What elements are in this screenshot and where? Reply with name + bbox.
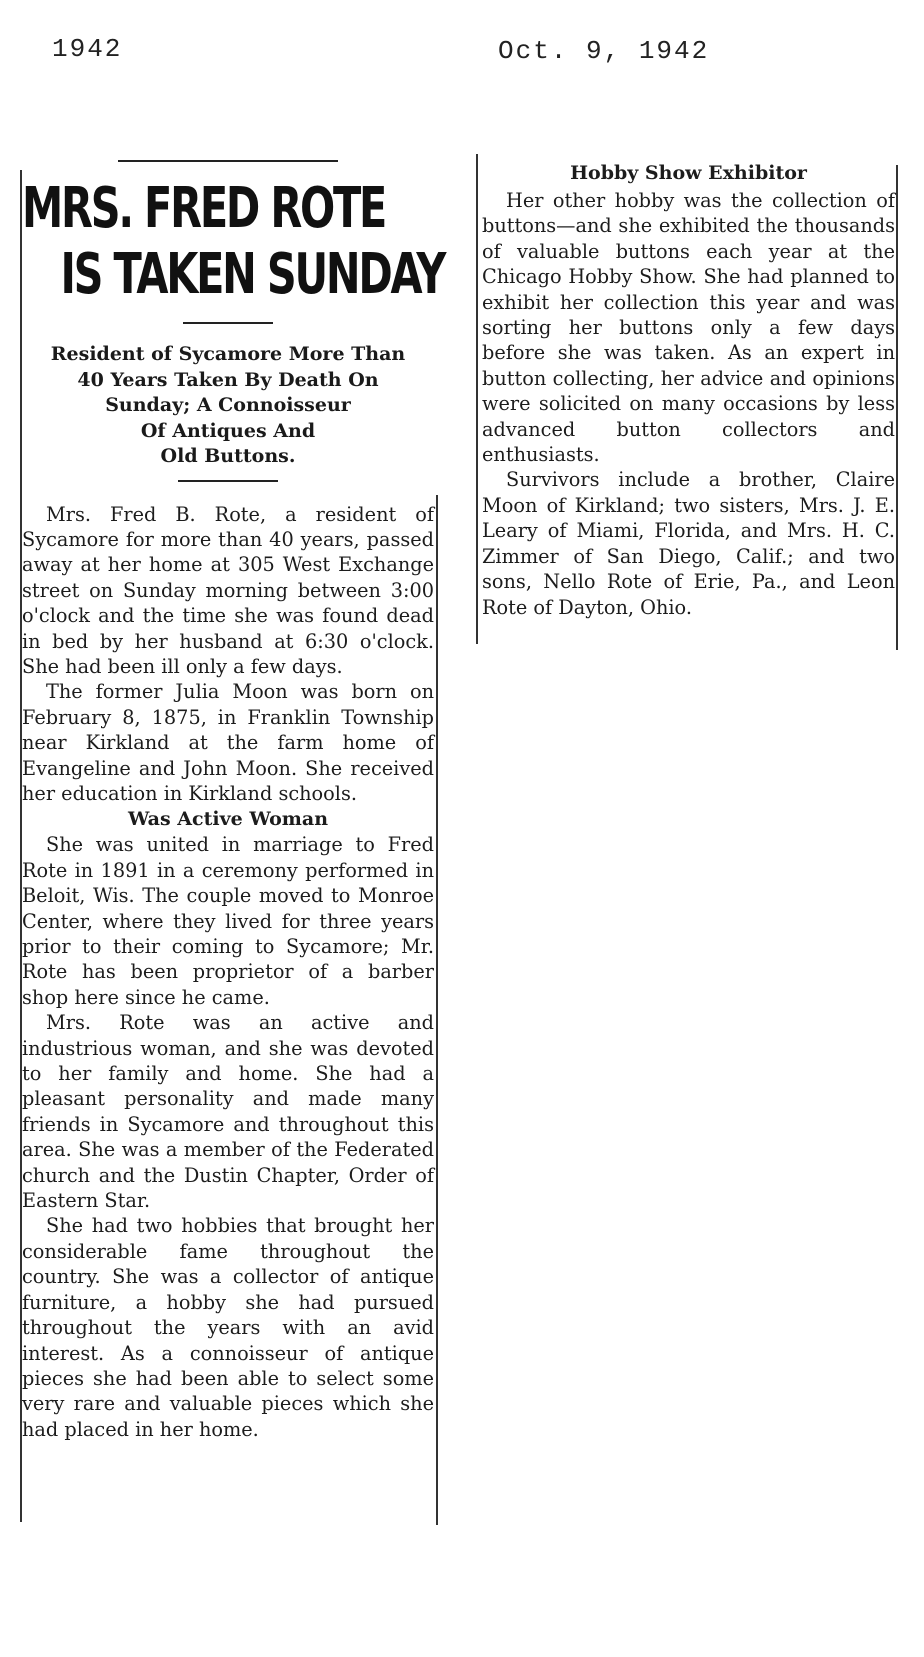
left-column <box>22 160 445 1442</box>
headline-line-1: MRS. FRED ROTE <box>22 176 386 241</box>
paragraph: She was united in marriage to Fred Rote in 1891 in a ceremony performed in Beloit, Wis. The couple moved to Monroe Center, where they lived for three years prior to their coming to Sycamore; Mr. Rote has been proprietor of a barber shop here since he came. <box>22 833 434 1009</box>
deck-line: Old Buttons. <box>160 445 296 467</box>
subhead-hobby-show-exhibitor: Hobby Show Exhibitor <box>570 162 807 184</box>
deck <box>22 342 434 470</box>
date-label: Oct. 9, 1942 <box>498 36 710 66</box>
middle-column-rule <box>476 154 478 644</box>
right-column <box>482 160 895 620</box>
deck-line: Resident of Sycamore More Than <box>50 343 406 365</box>
deck-line: Of Antiques And <box>140 419 316 442</box>
paragraph: Mrs. Rote was an active and industrious woman, and she was devoted to her family and home. She had a pleasant personality and made many friends in Sycamore and throughout this area. She was a member of the Federated church and the Dustin Chapter, Order of Eastern Star. <box>22 1011 434 1213</box>
left-body <box>22 502 434 1443</box>
right-column-rule <box>896 165 898 650</box>
right-body <box>482 160 895 620</box>
year-label: 1942 <box>52 34 123 64</box>
headline-rule <box>183 322 273 324</box>
deck-line: 40 Years Taken By Death On <box>77 368 379 391</box>
top-rule <box>118 160 338 162</box>
paragraph: The former Julia Moon was born on February 8, 1875, in Franklin Township near Kirkland at the farm home of Evangeline and John Moon. She received her education in Kirkland schools. <box>22 680 434 805</box>
paragraph: Mrs. Fred B. Rote, a resident of Sycamore for more than 40 years, passed away at her home at 305 West Exchange street on Sunday morning between 3:00 o'clock and the time she was found dead in bed by her husband at 6:30 o'clock. She had been ill only a few days. <box>22 502 434 678</box>
paragraph: Survivors include a brother, Claire Moon of Kirkland; two sisters, Mrs. J. E. Leary of Miami, Florida, and Mrs. H. C. Zimmer of San Diego, Calif.; and two sons, Nello Rote of Erie, Pa., and Leon Rote of Dayton, Ohio. <box>482 468 895 619</box>
headline-line-2: IS TAKEN SUNDAY <box>60 242 445 307</box>
center-column-rule <box>436 495 438 1525</box>
paragraph: Her other hobby was the collection of buttons—and she exhibited the thousands of valuable buttons each year at the Chicago Hobby Show. She had planned to exhibit her collection this year and was sorting her buttons only a few days before she was taken. As an expert in button collecting, her advice and opinions were solicited on many occasions by less advanced button collectors and enthusiasts. <box>482 189 895 467</box>
headline <box>22 176 445 308</box>
deck-rule <box>178 480 278 482</box>
deck-line: Sunday; A Connoisseur <box>105 394 351 416</box>
subhead-was-active-woman: Was Active Woman <box>127 808 329 831</box>
paragraph: She had two hobbies that brought her considerable fame throughout the country. She was a collector of antique furniture, a hobby she had pursued throughout the years with an avid interest. As a connoisseur of antique pieces she had been able to select some very rare and valuable pieces which she had placed in her home. <box>22 1214 434 1441</box>
